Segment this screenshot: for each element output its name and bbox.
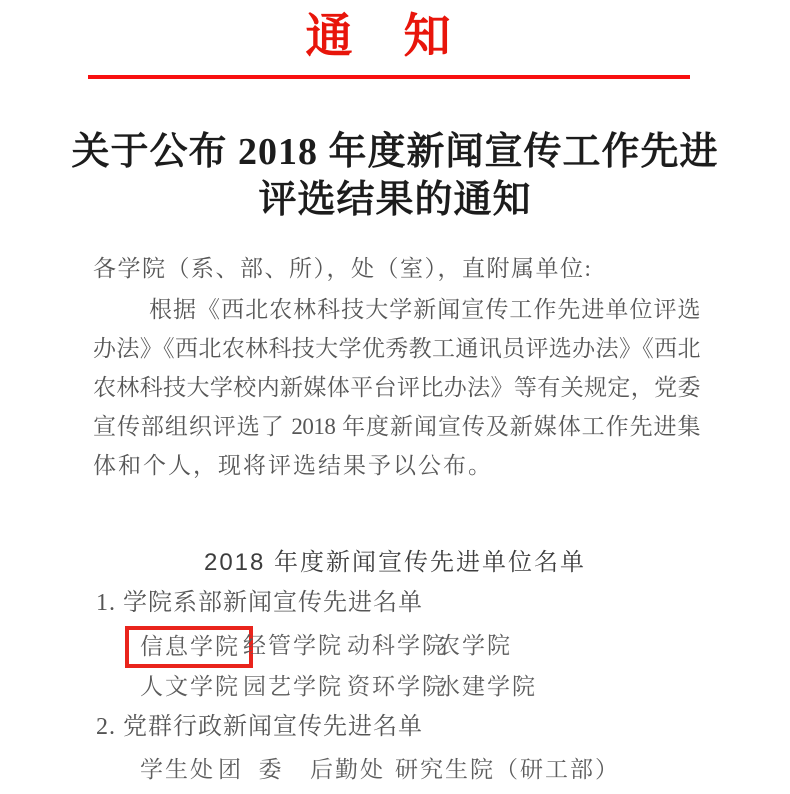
- unit-name-highlighted: 信息学院: [140, 634, 240, 659]
- unit-name: 农学院: [437, 633, 512, 658]
- paragraph-line: 根据《西北农林科技大学新闻宣传工作先进单位评选: [149, 297, 700, 322]
- unit-name: 园艺学院: [243, 674, 343, 699]
- body-paragraph: [93, 290, 700, 485]
- unit-name: 团 委: [218, 757, 284, 782]
- group2-heading: 2. 党群行政新闻宣传先进名单: [96, 714, 423, 740]
- group2-row1: [0, 750, 790, 794]
- paragraph-line: 宣传部组织评选了 2018 年度新闻宣传及新媒体工作先进集: [93, 414, 700, 439]
- unit-name: 动科学院: [347, 633, 447, 658]
- document-heading-line2: 评选结果的通知: [258, 179, 532, 221]
- highlighted-unit-box: [125, 626, 253, 668]
- red-divider-line: [88, 75, 690, 79]
- paragraph-line: 农林科技大学校内新媒体平台评比办法》等有关规定，党委: [93, 375, 700, 400]
- unit-name: 学生处: [140, 757, 215, 782]
- document-heading: [0, 128, 790, 224]
- paragraph-line: 体和个人，现将评选结果予以公布。: [93, 453, 493, 478]
- notice-banner-title: 通 知: [305, 11, 453, 63]
- unit-name: 水建学院: [437, 674, 537, 699]
- unit-name: 经管学院: [243, 633, 343, 658]
- salutation-line: 各学院（系、部、所），处（室），直附属单位:: [93, 256, 593, 281]
- document-heading-line1: 关于公布 2018 年度新闻宣传工作先进: [71, 131, 719, 173]
- group1-row2: [0, 667, 790, 711]
- unit-name: 后勤处: [310, 757, 385, 782]
- results-section-title: 2018 年度新闻宣传先进单位名单: [203, 549, 587, 576]
- paragraph-line: 办法》《西北农林科技大学优秀教工通讯员评选办法》《西北: [93, 336, 700, 361]
- unit-name: 人文学院: [140, 674, 240, 699]
- group1-row1: [0, 626, 790, 670]
- group1-heading: 1. 学院系部新闻宣传先进名单: [96, 590, 423, 616]
- unit-name: 资环学院: [347, 674, 447, 699]
- unit-name: 研究生院（研工部）: [395, 757, 620, 782]
